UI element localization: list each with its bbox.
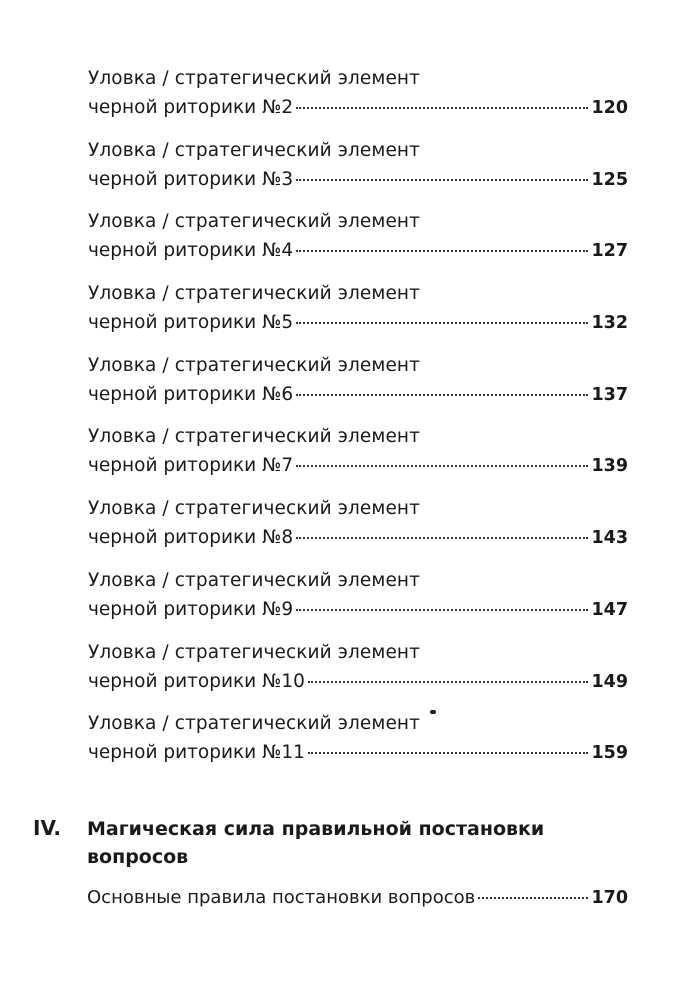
toc-entry	[88, 424, 628, 496]
page-number: 170	[591, 888, 628, 908]
dot-leader	[478, 897, 588, 899]
toc-entry-title-line1: Уловка / стратегический элемент	[88, 139, 421, 161]
page-number: 147	[591, 599, 628, 620]
toc-entry-title-line1: Уловка / стратегический элемент	[88, 211, 421, 233]
toc-entry-line2-row	[88, 669, 628, 695]
page-number: 132	[591, 313, 628, 334]
toc-entry-title-line2: черной риторики №7	[88, 455, 294, 477]
page-number: 143	[591, 528, 628, 549]
print-speck	[430, 710, 436, 714]
dot-leader	[296, 537, 588, 539]
toc-entry-title-line1: Уловка / стратегический элемент	[88, 68, 421, 89]
toc-entry-line2-row	[88, 453, 628, 479]
toc-entry	[88, 568, 628, 640]
toc-entry-title-line2: черной риторики №9	[88, 598, 294, 620]
toc-entry-title-line2: черной риторики №2	[88, 97, 294, 118]
subentry-title: Основные правила постановки вопросов	[87, 887, 476, 908]
toc-entry-title-line2: черной риторики №11	[88, 742, 305, 764]
toc-entry	[88, 711, 628, 783]
toc-entry-line2-row	[88, 238, 628, 264]
toc-entry-title-line1: Уловка / стратегический элемент	[88, 354, 421, 376]
toc-entry-title-line1: Уловка / стратегический элемент	[88, 569, 421, 591]
dot-leader	[296, 322, 588, 324]
page-number: 127	[591, 241, 628, 262]
section-title-line2: вопросов	[87, 846, 189, 868]
dot-leader	[296, 179, 588, 181]
page-number: 120	[591, 98, 628, 118]
toc-entry	[88, 496, 628, 568]
section-title-line1: Магическая сила правильной постановки	[87, 818, 545, 840]
toc-entry-title-line1: Уловка / стратегический элемент	[88, 641, 421, 663]
toc-entry-title-line2: черной риторики №5	[88, 312, 294, 334]
section-number: IV.	[33, 816, 61, 840]
toc-entry	[88, 209, 628, 281]
dot-leader	[296, 394, 588, 396]
section-heading	[33, 814, 633, 843]
dot-leader	[296, 250, 588, 252]
toc-entry	[88, 281, 628, 353]
dot-leader	[296, 107, 588, 109]
toc-entry-line2-row	[88, 597, 628, 623]
dot-leader	[296, 609, 588, 611]
toc-entry-line2-row	[88, 382, 628, 408]
toc-entry-title-line2: черной риторики №3	[88, 168, 294, 190]
toc-entry-line2-row	[88, 740, 628, 766]
toc-entry-title-line1: Уловка / стратегический элемент	[88, 283, 421, 305]
toc-entry-line2-row	[88, 525, 628, 551]
toc-entry	[88, 353, 628, 425]
toc-entry-line2-row	[88, 310, 628, 336]
toc-entry	[88, 66, 628, 138]
dot-leader	[308, 681, 589, 683]
toc-section	[33, 814, 633, 871]
toc-entry-title-line1: Уловка / стратегический элемент	[88, 498, 421, 520]
toc-entry-title-line1: Уловка / стратегический элемент	[88, 713, 421, 735]
page-number: 139	[591, 456, 628, 477]
toc-entry	[88, 640, 628, 712]
page-number: 137	[591, 384, 628, 405]
toc-entry	[88, 138, 628, 210]
toc-entry-line2-row	[88, 167, 628, 193]
toc-entry-title-line2: черной риторики №8	[88, 527, 294, 549]
toc-entry-line2-row	[88, 95, 628, 121]
toc-entry-title-line2: черной риторики №4	[88, 240, 294, 262]
toc-entry-title-line1: Уловка / стратегический элемент	[88, 426, 421, 448]
toc-entry-title-line2: черной риторики №10	[88, 670, 305, 692]
page-number: 149	[591, 671, 628, 692]
toc-subentry	[87, 885, 628, 911]
page-number: 125	[591, 169, 628, 190]
page-number: 159	[591, 743, 628, 764]
toc-list	[88, 66, 628, 783]
toc-entry-title-line2: черной риторики №6	[88, 383, 294, 405]
dot-leader	[308, 752, 589, 754]
dot-leader	[296, 465, 588, 467]
